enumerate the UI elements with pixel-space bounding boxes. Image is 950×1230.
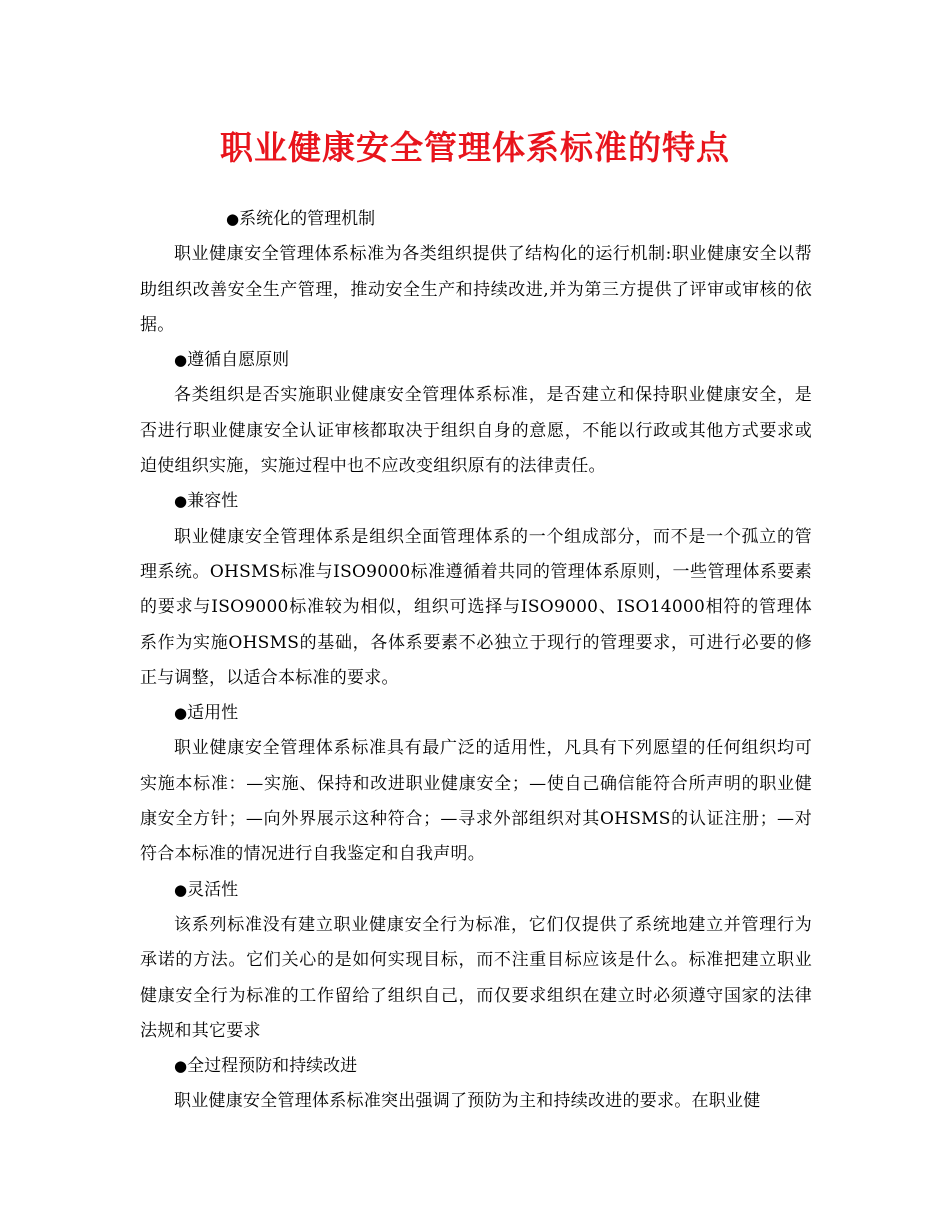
section-paragraph: 职业健康安全管理体系标准突出强调了预防为主和持续改进的要求。在职业健 <box>174 1091 761 1112</box>
section-heading-text: 兼容性 <box>187 491 239 512</box>
section-paragraph: 职业健康安全管理体系标准具有最广泛的适用性，凡具有下列愿望的任何组织均可实施本标准：—实施、保持和改进职业健康安全；—使自己确信能符合所声明的职业健康安全方针；—向外界展示这种符合；—寻求外部组织对其OHSMS的认证注册；—对符合本标准的情况进行自我鉴定和自我声明。 <box>140 738 812 865</box>
section-heading-text: 系统化的管理机制 <box>239 209 376 229</box>
section-heading <box>140 873 812 908</box>
section-heading <box>140 343 812 378</box>
section-heading <box>140 202 812 237</box>
section-heading-text: 灵活性 <box>187 879 239 900</box>
section-paragraph: 该系列标准没有建立职业健康安全行为标准，它们仅提供了系统地建立并管理行为承诺的方法。它们关心的是如何实现目标，而不注重目标应该是什么。标准把建立职业健康安全行为标准的工作留给了组织自己，而仅要求组织在建立时必须遵守国家的法律法规和其它要求 <box>140 914 812 1041</box>
bullet-icon: ● <box>174 880 188 899</box>
document-body <box>140 202 812 1120</box>
section-heading <box>140 1049 812 1084</box>
bullet-icon: ● <box>174 351 188 370</box>
section-heading <box>140 696 812 731</box>
bullet-icon: ● <box>226 210 240 228</box>
document-title: 职业健康安全管理体系标准的特点 <box>220 128 730 167</box>
section-paragraph: 职业健康安全管理体系是组织全面管理体系的一个组成部分，而不是一个孤立的管理系统。OHSMS标准与ISO9000标准遵循着共同的管理体系原则，一些管理体系要素的要求与ISO9000标准较为相似，组织可选择与ISO9000、ISO14000相符的管理体系作为实施OHSMS的基础，各体系要素不必独立于现行的管理要求，可进行必要的修正与调整，以适合本标准的要求。 <box>140 526 812 688</box>
section-heading-text: 遵循自愿原则 <box>187 350 290 371</box>
bullet-icon: ● <box>174 492 188 511</box>
section-heading-text: 全过程预防和持续改进 <box>187 1056 358 1077</box>
section-heading <box>140 484 812 519</box>
section-heading-text: 适用性 <box>187 703 239 724</box>
bullet-icon: ● <box>174 704 188 723</box>
section-paragraph: 各类组织是否实施职业健康安全管理体系标准，是否建立和保持职业健康安全，是否进行职业健康安全认证审核都取决于组织自身的意愿，不能以行政或其他方式要求或迫使组织实施，实施过程中也不应改变组织原有的法律责任。 <box>140 385 812 477</box>
bullet-icon: ● <box>174 1057 188 1076</box>
section-paragraph: 职业健康安全管理体系标准为各类组织提供了结构化的运行机制:职业健康安全以帮助组织改善安全生产管理，推动安全生产和持续改进,并为第三方提供了评审或审核的依据。 <box>140 244 812 335</box>
